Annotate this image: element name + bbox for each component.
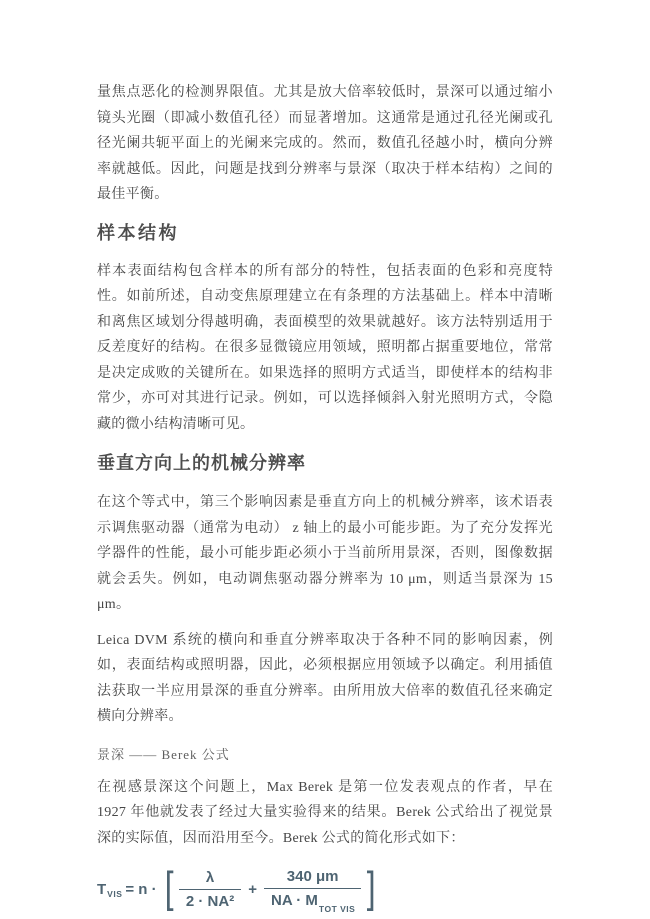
formula-fraction-2: [264, 868, 361, 914]
formula-relation: = n ·: [125, 881, 157, 898]
fraction-2-numerator: 340 μm: [264, 868, 361, 889]
vertical-resolution-paragraph-1: 在这个等式中，第三个影响因素是垂直方向上的机械分辨率，该术语表示调焦驱动器（通常为电动） z 轴上的最小可能步距。为了充分发挥光学器件的性能，最小可能步距必须小于当前所用景深，否则，图像数据就会丢失。例如，电动调焦驱动器分辨率为 10 μm，则适当景深为 15 μm。: [97, 495, 553, 612]
subheading-depth-of-field-berek-formula: 景深 —— Berek 公式: [97, 746, 230, 762]
fraction-1-denominator: 2 · NA²: [185, 893, 235, 910]
vertical-resolution-paragraph-2: Leica DVM 系统的横向和垂直分辨率取决于各种不同的影响因素，例如，表面结构或照明器，因此，必须根据应用领域予以确定。利用插值法获取一半应用景深的垂直分辨率。由所用放大倍率的数值孔径来确定横向分辨率。: [97, 632, 553, 724]
formula-lhs-subscript: VIS: [107, 889, 123, 899]
formula-fraction-1: [179, 869, 241, 910]
formula-right-bracket: ]: [367, 862, 376, 912]
heading-sample-structure: 样本结构: [97, 222, 179, 243]
sample-structure-paragraph: 样本表面结构包含样本的所有部分的特性，包括表面的色彩和亮度特性。如前所述，自动变焦原理建立在有条理的方法基础上。样本中清晰和离焦区域划分得越明确，表面模型的效果就越好。该方法特别适用于反差度好的结构。在很多显微镜应用领域，照明都占据重要地位，常常是决定成败的关键所在。如果选择的照明方式适当，即使样本的结构非常少，亦可对其进行记录。例如，可以选择倾斜入射光照明方式，令隐藏的微小结构清晰可见。: [97, 263, 553, 432]
formula-lhs: [97, 881, 121, 898]
intro-paragraph: 量焦点恶化的检测界限值。尤其是放大倍率较低时，景深可以通过缩小镜头光圈（即减小数值孔径）而显著增加。这通常是通过孔径光阑或孔径光阑共轭平面上的光阑来完成的。然而，数值孔径越小时，横向分辨率就越低。因此，问题是找到分辨率与景深（取决于样本结构）之间的最佳平衡。: [97, 85, 553, 202]
fraction-2-denominator-subscript: TOT VIS: [318, 904, 356, 914]
fraction-1-numerator: λ: [179, 869, 241, 890]
berek-paragraph: 在视感景深这个问题上，Max Berek 是第一位发表观点的作者，早在 1927 年他就发表了经过大量实验得来的结果。Berek 公式给出了视觉景深的实际值，因而沿用至今。Berek 公式的简化形式如下：: [97, 779, 553, 846]
fraction-2-denominator-base: NA · M: [270, 892, 318, 909]
formula-left-bracket: [: [164, 862, 174, 912]
berek-formula: [97, 862, 378, 914]
formula-plus-operator: +: [248, 881, 257, 898]
formula-lhs-base: T: [97, 881, 107, 898]
heading-vertical-mechanical-resolution: 垂直方向上的机械分辨率: [97, 453, 306, 473]
fraction-2-denominator: [264, 889, 361, 914]
